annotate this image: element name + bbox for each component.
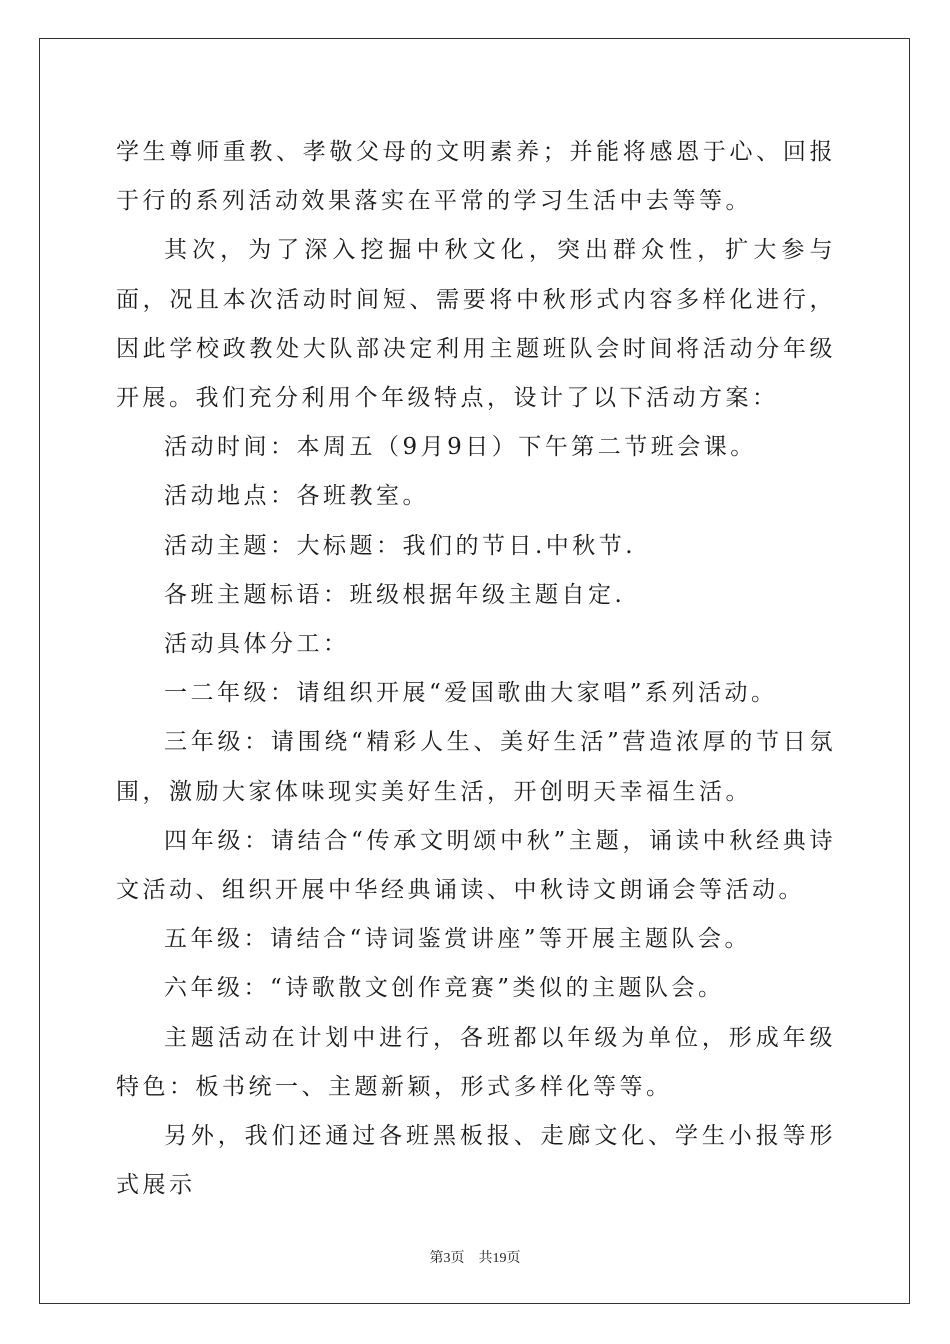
- document-body: [116, 128, 836, 1210]
- paragraph-activity-theme: 活动主题：大标题：我们的节日.中秋节.: [164, 532, 637, 559]
- paragraph-class-slogan: 各班主题标语：班级根据年级主题自定.: [164, 581, 626, 608]
- paragraph-additional: 另外，我们还通过各班黑板报、走廊文化、学生小报等形式展示: [116, 1123, 836, 1199]
- page-number: 第3页: [429, 1251, 465, 1266]
- paragraph-grade-6: 六年级：“诗歌散文创作竞赛”类似的主题队会。: [164, 975, 725, 1002]
- page-footer: [0, 1247, 950, 1267]
- paragraph-activity-time: 活动时间：本周五（9月9日）下午第二节班会课。: [164, 434, 757, 461]
- paragraph-division-heading: 活动具体分工：: [164, 631, 350, 658]
- paragraph-2: 其次，为了深入挖掘中秋文化，突出群众性，扩大参与面，况且本次活动时间短、需要将中秋形式内容多样化进行，因此学校政教处大队部决定利用主题班队会时间将活动分年级开展。我们充分利用个年级特点，设计了以下活动方案：: [116, 237, 836, 412]
- paragraph-grade-5: 五年级：请结合“诗词鉴赏讲座”等开展主题队会。: [164, 926, 752, 953]
- paragraph-activity-location: 活动地点：各班教室。: [164, 483, 429, 510]
- paragraph-grade-3: 三年级：请围绕“精彩人生、美好生活”营造浓厚的节日氛围，激励大家体味现实美好生活，开创明天幸福生活。: [116, 729, 836, 805]
- paragraph-grade-1-2: 一二年级：请组织开展“爱国歌曲大家唱”系列活动。: [164, 680, 778, 707]
- paragraph-activity-progress: 主题活动在计划中进行，各班都以年级为单位，形成年级特色：板书统一、主题新颖，形式多样化等等。: [116, 1024, 836, 1100]
- paragraph-grade-4: 四年级：请结合“传承文明颂中秋”主题，诵读中秋经典诗文活动、组织开展中华经典诵读、中秋诗文朗诵会等活动。: [116, 827, 836, 904]
- page-total: 共19页: [478, 1251, 521, 1266]
- paragraph-1: 学生尊师重教、孝敬父母的文明素养；并能将感恩于心、回报于行的系列活动效果落实在平常的学习生活中去等等。: [116, 139, 836, 215]
